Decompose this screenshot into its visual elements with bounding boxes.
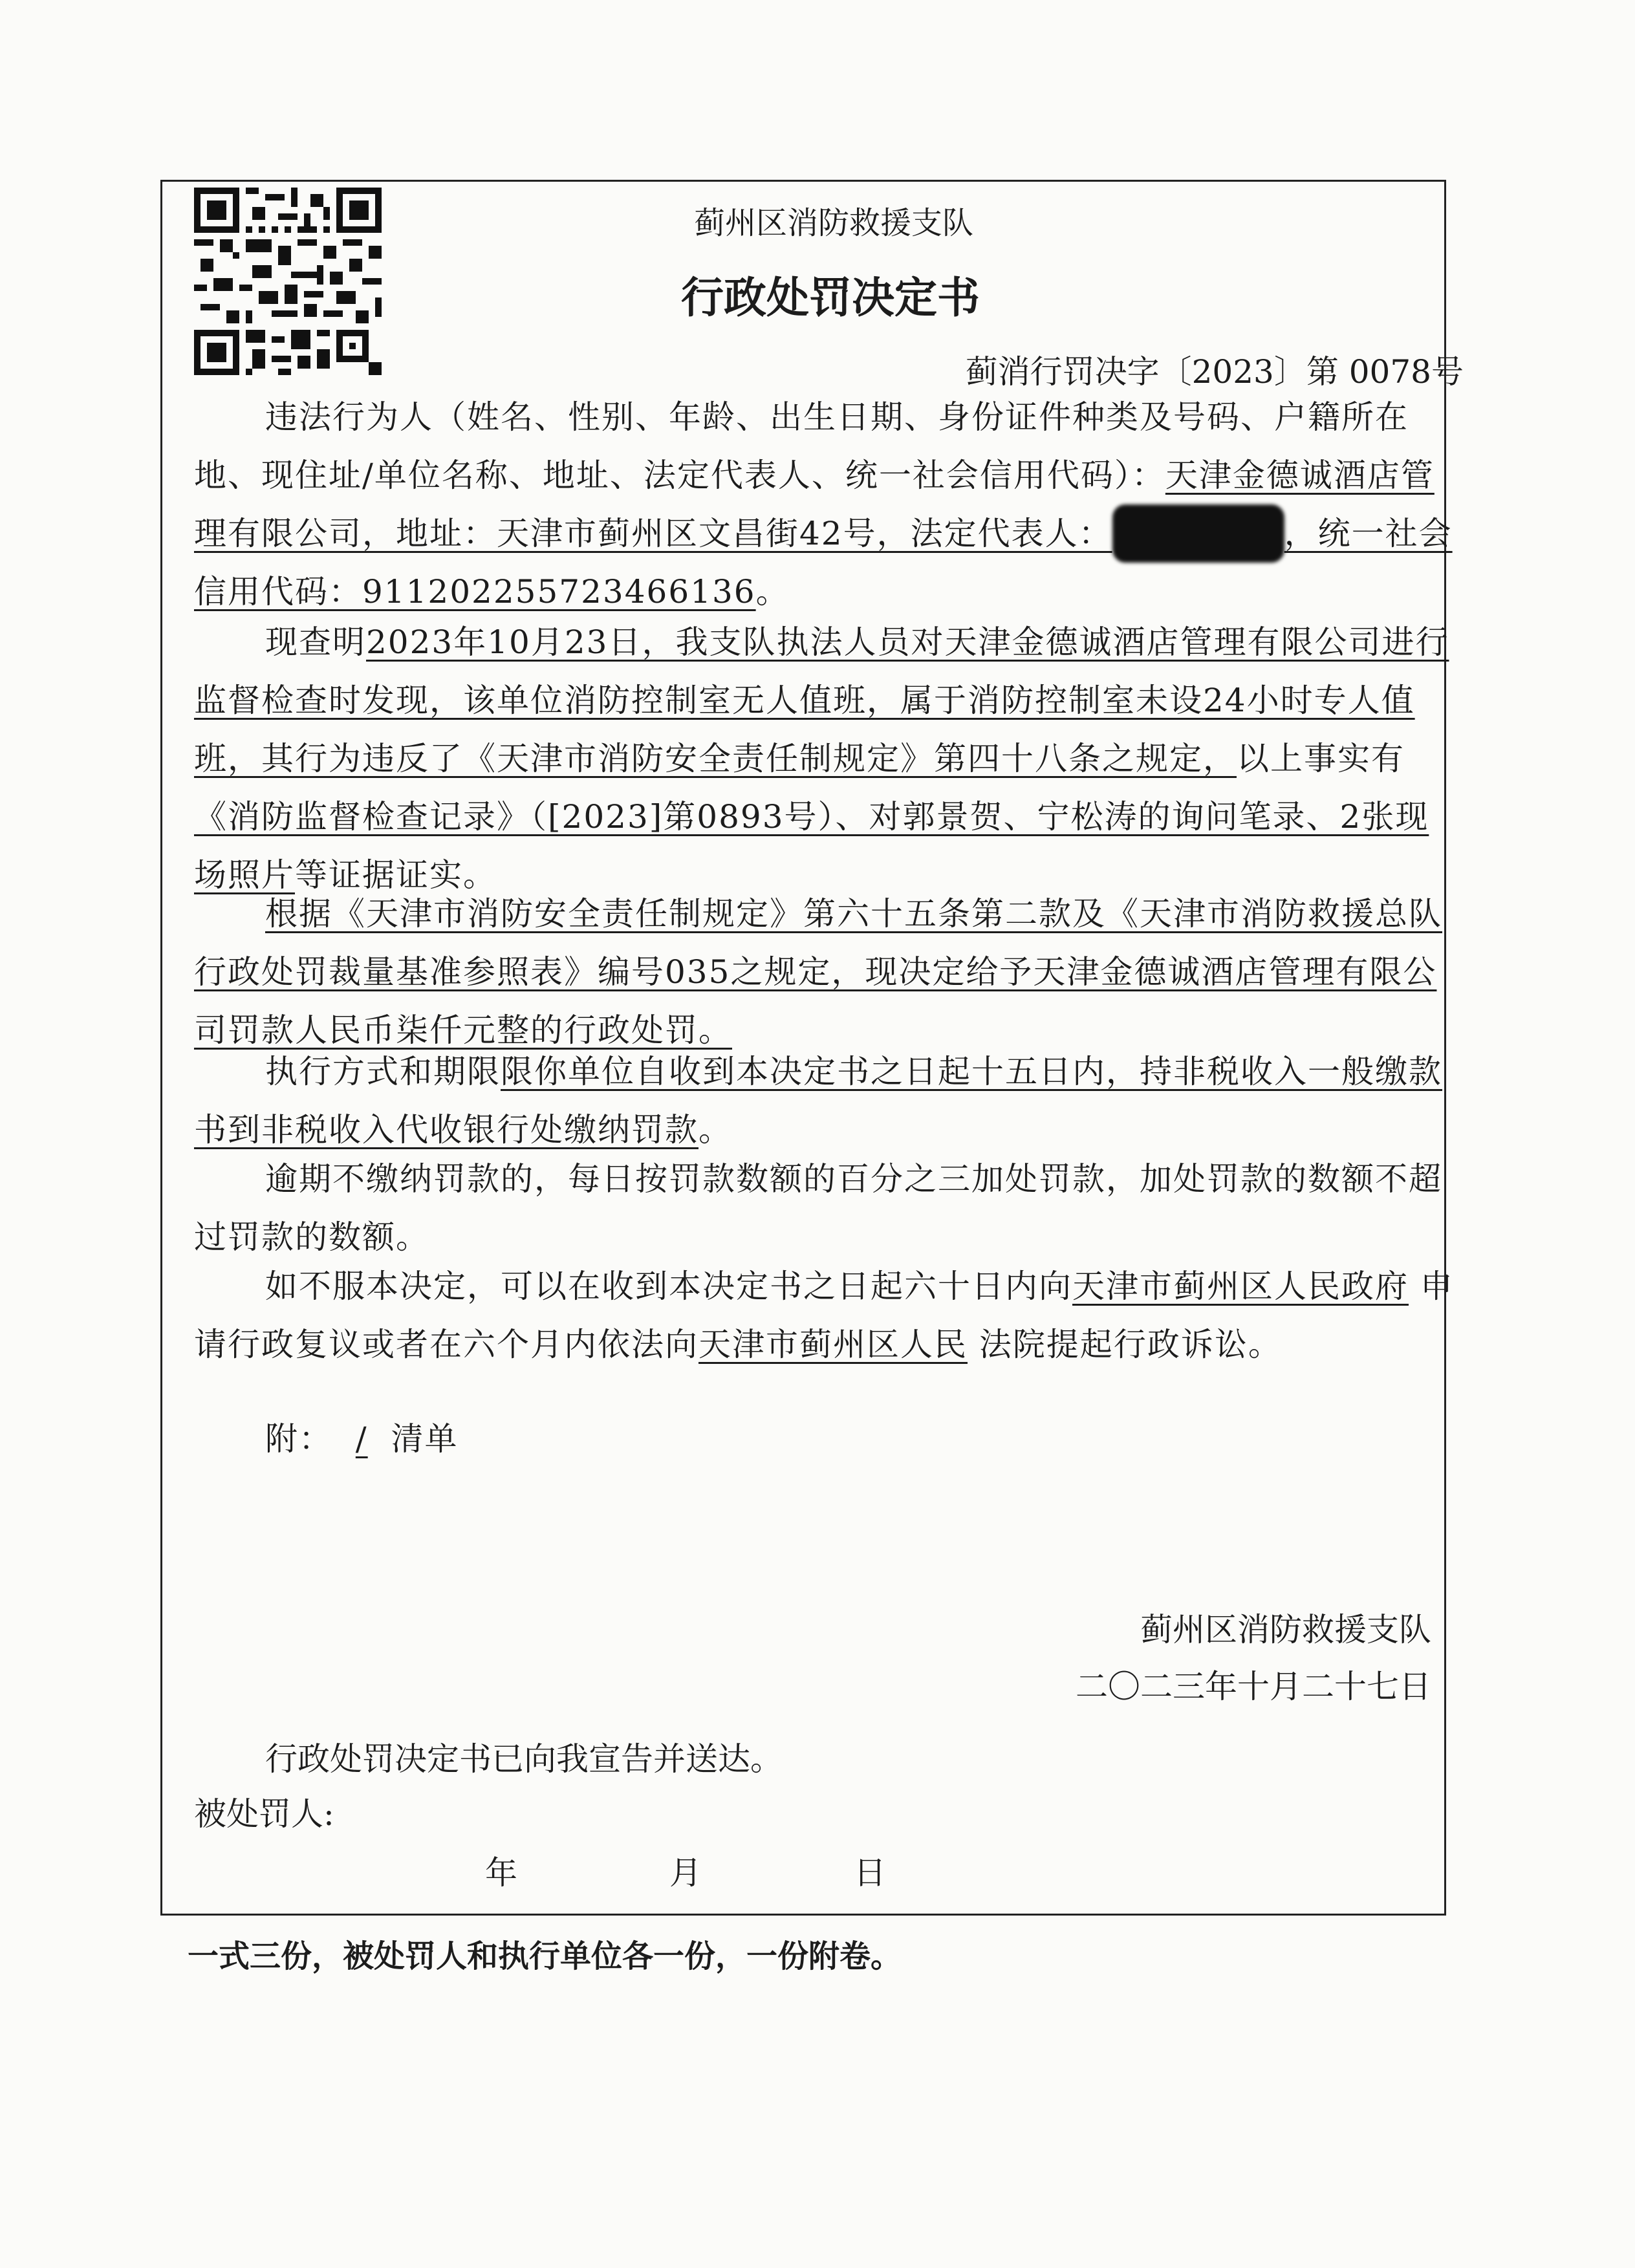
party-value-a: 天津金德诚酒店管理有限公司，地址：天津市蓟州区文昌街42号，法定代表人： <box>194 457 1435 552</box>
attachment-label: 附： <box>265 1420 332 1458</box>
facts-paragraph <box>194 613 1462 904</box>
redacted-name <box>1112 504 1284 563</box>
appeal-government: 天津市蓟州区人民政府 <box>1072 1268 1409 1305</box>
execution-paragraph <box>194 1042 1462 1159</box>
late-penalty-paragraph: 逾期不缴纳罚款的，每日按罚款数额的百分之三加处罚款，加处罚款的数额不超过罚款的数额。 <box>194 1160 1442 1256</box>
footer-note: 一式三份，被处罚人和执行单位各一份，一份附卷。 <box>188 1938 902 1974</box>
party-paragraph <box>194 388 1462 621</box>
attachment-suffix: 清单 <box>391 1420 459 1458</box>
appeal-text-b: 申请行政复议或者在六个月内依法向 <box>194 1268 1454 1363</box>
signing-agency: 蓟州区消防救援支队 <box>1140 1611 1431 1648</box>
decision-paragraph <box>194 885 1462 1059</box>
delivery-statement: 行政处罚决定书已向我宣告并送达。 <box>265 1740 783 1778</box>
execution-end: 。 <box>698 1111 732 1149</box>
appeal-court: 天津市蓟州区人民 <box>698 1326 968 1363</box>
document-title: 行政处罚决定书 <box>681 272 980 323</box>
party-value-b: ，统一社会信用代码：911202255723466136 <box>194 515 1453 610</box>
facts-evidence: 《消防监督检查记录》（[2023]第0893号）、对郭景贺、宁松涛的询问笔录、2张现场照片 <box>194 798 1429 894</box>
appeal-text-a: 如不服本决定，可以在收到本决定书之日起六十日内向 <box>265 1268 1072 1305</box>
receipt-month: 月 <box>669 1854 702 1892</box>
appeal-text-c: 法院提起行政诉讼。 <box>979 1326 1282 1363</box>
facts-text: 2023年10月23日，我支队执法人员对天津金德诚酒店管理有限公司进行监督检查时发现，该单位消防控制室无人值班，属于消防控制室未设24小时专人值班，其行为违反了《天津市消防安全责任制规定》第四十八条之规定， <box>194 623 1449 777</box>
document-number: 蓟消行罚决字〔2023〕第 0078号 <box>965 353 1464 391</box>
appeal-paragraph <box>194 1257 1462 1374</box>
attachment-line <box>194 1410 1462 1468</box>
signing-date: 二〇二三年十月二十七日 <box>1076 1668 1431 1705</box>
attachment-value: / <box>355 1420 368 1458</box>
execution-text: 限你单位自收到本决定书之日起十五日内，持非税收入一般缴款书到非税收入代收银行处缴纳罚款 <box>194 1053 1442 1149</box>
decision-text: 根据《天津市消防安全责任制规定》第六十五条第二款及《天津市消防救援总队行政处罚裁量基准参照表》编号035之规定，现决定给予天津金德诚酒店管理有限公司罚款人民币柒仟元整的行政处罚。 <box>194 895 1442 1049</box>
agency-header: 蓟州区消防救援支队 <box>693 205 973 241</box>
party-label: 违法行为人（姓名、性别、年龄、出生日期、身份证件种类及号码、户籍所在地、现住址/单位名称、地址、法定代表人、统一社会信用代码）： <box>194 398 1409 494</box>
party-end: 。 <box>755 573 790 610</box>
facts-text-b: 以上事实有 <box>1237 740 1405 777</box>
facts-text-c: 等证据证实。 <box>295 856 497 894</box>
execution-label: 执行方式和期限 <box>265 1053 501 1090</box>
receipt-year: 年 <box>485 1854 517 1892</box>
facts-label: 现查明 <box>265 623 366 661</box>
punished-party-label: 被处罚人: <box>194 1795 334 1833</box>
receipt-day: 日 <box>854 1854 886 1892</box>
